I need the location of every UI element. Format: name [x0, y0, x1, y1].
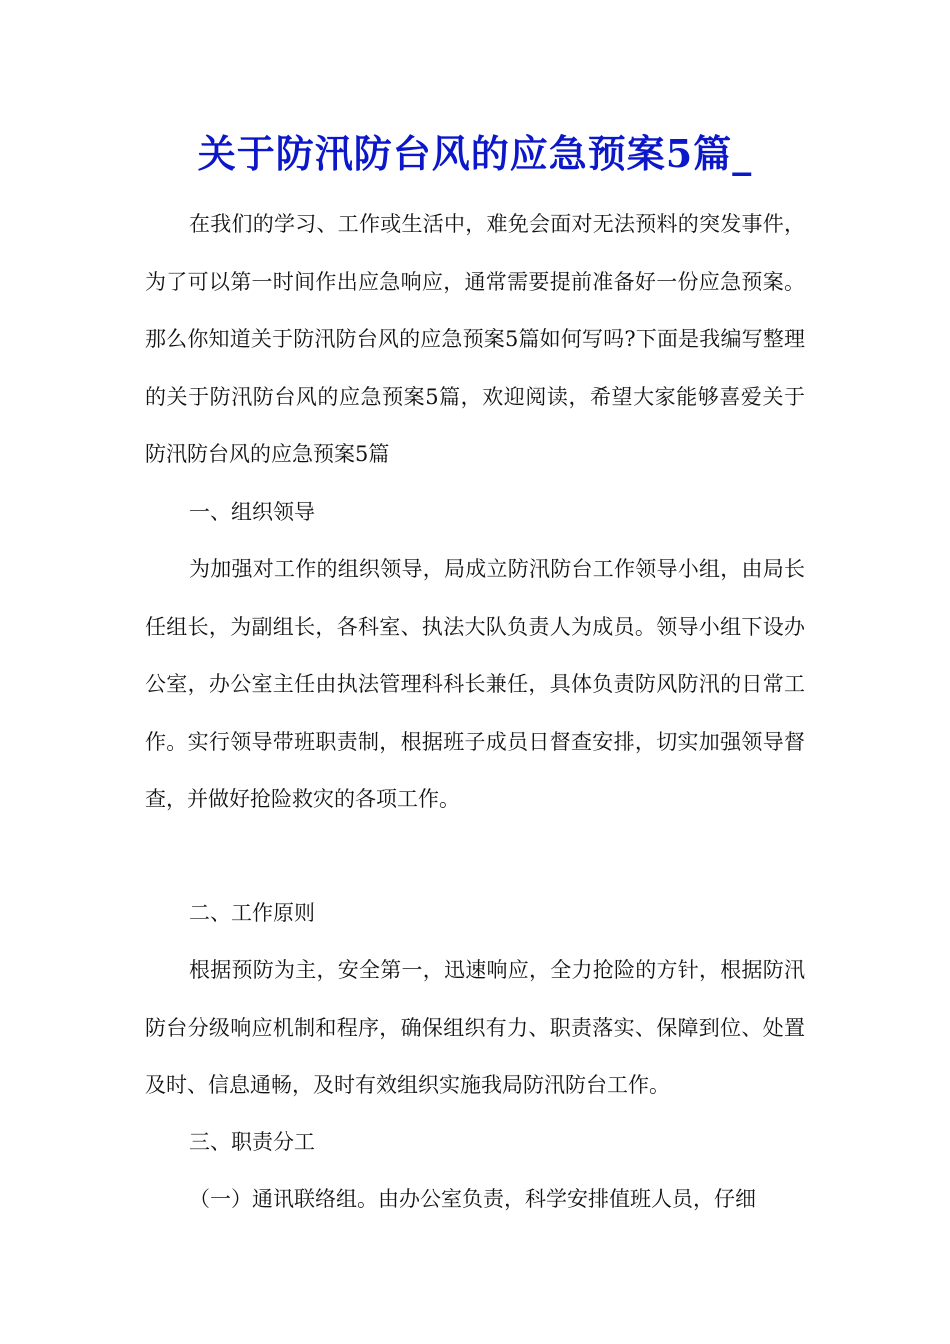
- section-paragraph-organization: 为加强对工作的组织领导，局成立防汛防台工作领导小组，由局长任组长，为副组长，各科室、执法大队负责人为成员。领导小组下设办公室，办公室主任由执法管理科科长兼任，具体负责防风防汛的日常工作。实行领导带班职责制，根据班子成员日督查安排，切实加强领导督查，并做好抢险救灾的各项工作。: [145, 557, 805, 811]
- section-paragraph-responsibilities: （一）通讯联络组。由办公室负责，科学安排值班人员，仔细: [189, 1187, 756, 1211]
- section-heading-organization: 一、组织领导: [189, 500, 315, 524]
- section-heading-responsibilities: 三、职责分工: [189, 1130, 315, 1154]
- intro-paragraph: 在我们的学习、工作或生活中，难免会面对无法预料的突发事件，为了可以第一时间作出应急响应，通常需要提前准备好一份应急预案。 那么你知道关于防汛防台风的应急预案5篇如何写吗?下面是我编写整理的关于防汛防台风的应急预案5篇，欢迎阅读，希望大家能够喜爱关于防汛防台风的应急预案5篇: [145, 212, 805, 466]
- section-heading-principles: 二、工作原则: [189, 901, 315, 925]
- section-paragraph-principles: 根据预防为主，安全第一，迅速响应，全力抢险的方针，根据防汛防台分级响应机制和程序，确保组织有力、职责落实、保障到位、处置及时、信息通畅，及时有效组织实施我局防汛防台工作。: [145, 958, 805, 1097]
- document-title: 关于防汛防台风的应急预案5篇_: [197, 131, 753, 176]
